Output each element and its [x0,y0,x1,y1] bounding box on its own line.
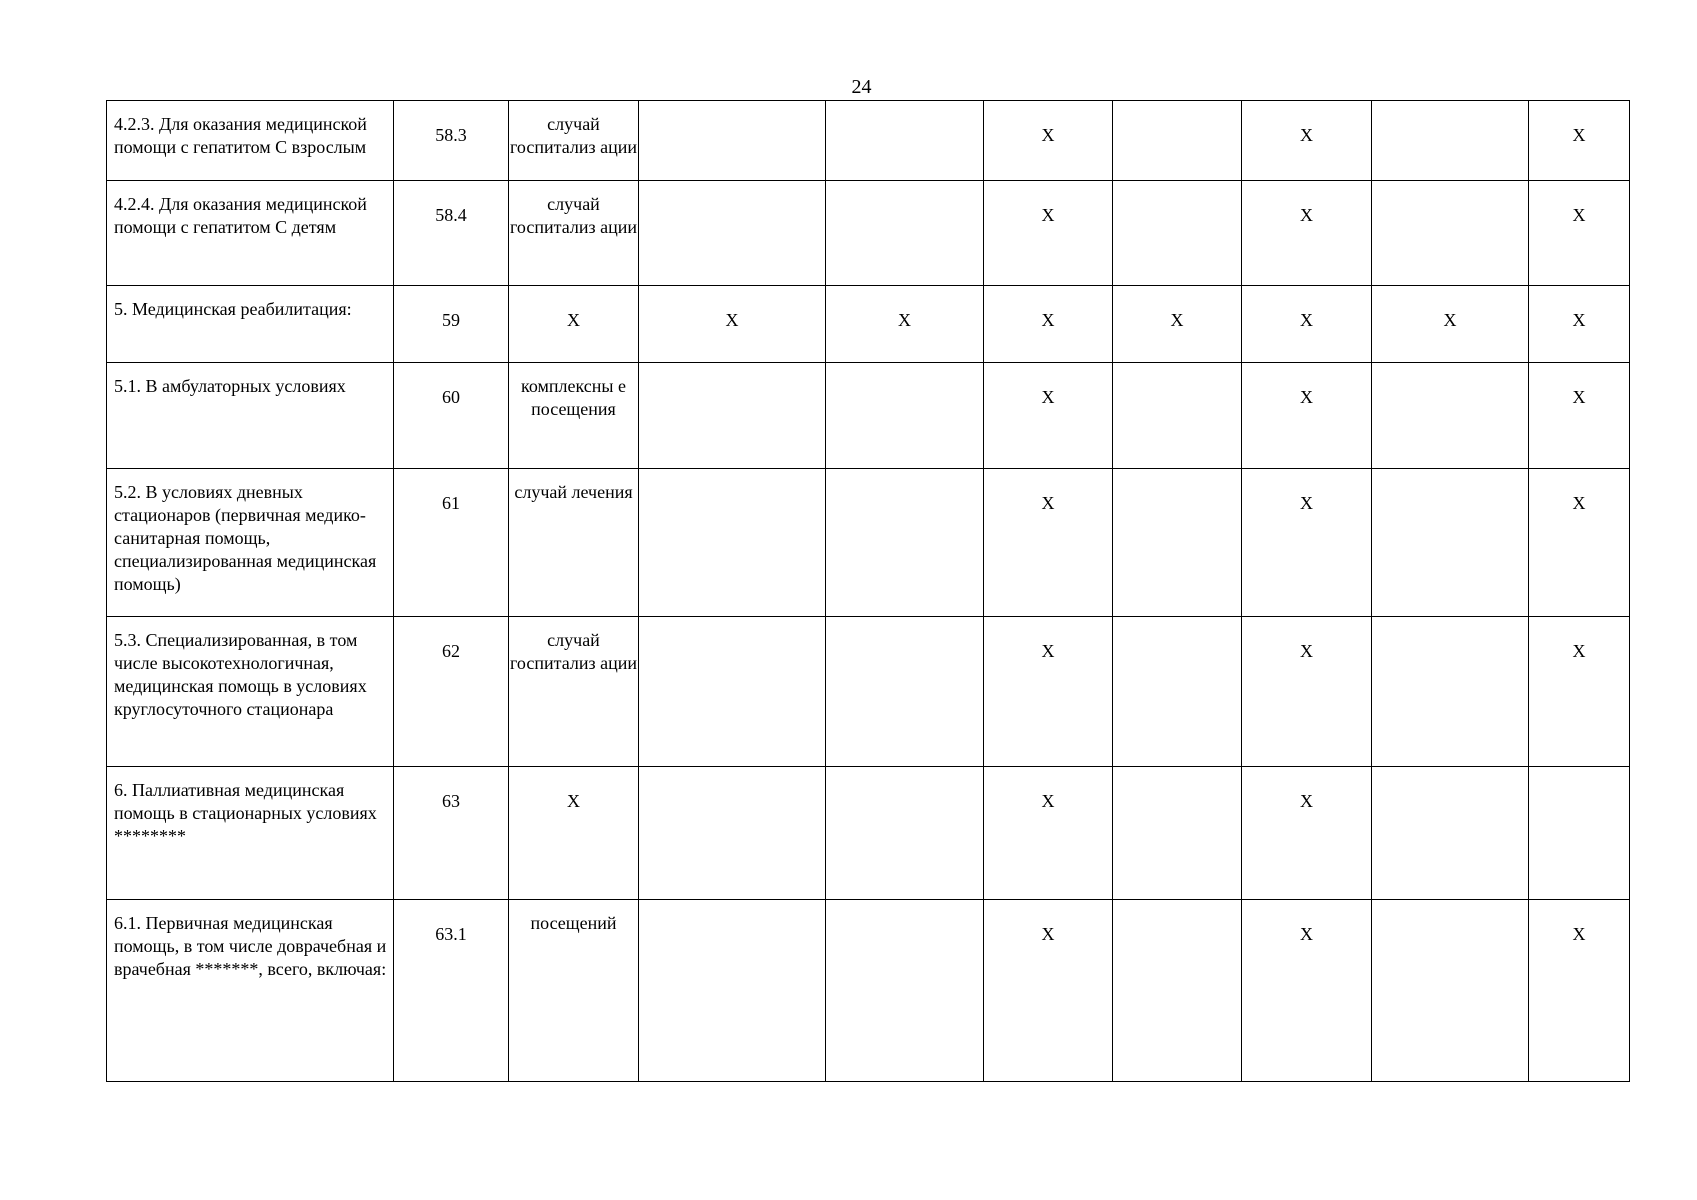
value-cell [826,617,984,767]
value-cell: X [826,286,984,363]
value-cell: X [1242,900,1372,1082]
table-row [107,363,1630,469]
value-cell: X [984,767,1113,900]
row-code-cell: 61 [394,469,509,617]
value-cell: X [1242,181,1372,286]
value-cell [826,363,984,469]
value-cell: X [1529,900,1630,1082]
value-cell [1113,617,1242,767]
value-cell [639,181,826,286]
row-code-cell: 63 [394,767,509,900]
value-cell [826,469,984,617]
value-cell: X [984,101,1113,181]
table-body [107,101,1630,1082]
value-cell [1372,101,1529,181]
value-cell [1113,101,1242,181]
value-cell [1529,767,1630,900]
value-cell: X [1242,469,1372,617]
value-cell [1372,900,1529,1082]
value-cell: X [1529,617,1630,767]
table-row [107,101,1630,181]
value-cell [1113,363,1242,469]
value-cell [826,900,984,1082]
row-name-cell: 5.2. В условиях дневных стационаров (первичная медико-санитарная помощь, специализированная медицинская помощь) [107,469,394,617]
value-cell: X [639,286,826,363]
row-code-cell: 59 [394,286,509,363]
row-code-cell: 58.4 [394,181,509,286]
value-cell [639,900,826,1082]
value-cell [1372,181,1529,286]
value-cell: X [1242,363,1372,469]
row-unit-cell: случай госпитализ ации [509,101,639,181]
value-cell: X [984,617,1113,767]
value-cell [826,767,984,900]
table-row [107,617,1630,767]
row-unit-cell: комплексны е посещения [509,363,639,469]
value-cell [639,617,826,767]
value-cell [639,101,826,181]
value-cell: X [1529,286,1630,363]
row-unit-cell: случай лечения [509,469,639,617]
value-cell [1372,767,1529,900]
row-code-cell: 60 [394,363,509,469]
value-cell [1113,900,1242,1082]
value-cell: X [984,286,1113,363]
row-name-cell: 5.3. Специализированная, в том числе высокотехнологичная, медицинская помощь в условиях круглосуточного стационара [107,617,394,767]
row-name-cell: 4.2.4. Для оказания медицинской помощи с гепатитом С детям [107,181,394,286]
row-code-cell: 62 [394,617,509,767]
row-unit-cell: случай госпитализ ации [509,617,639,767]
row-unit-cell: посещений [509,900,639,1082]
value-cell [1372,469,1529,617]
value-cell: X [1242,617,1372,767]
value-cell: X [1529,469,1630,617]
value-cell: X [1113,286,1242,363]
table-row [107,469,1630,617]
row-unit-cell: X [509,286,639,363]
value-cell: X [1242,286,1372,363]
value-cell [1113,767,1242,900]
row-name-cell: 5. Медицинская реабилитация: [107,286,394,363]
value-cell: X [984,900,1113,1082]
value-cell [1372,363,1529,469]
value-cell: X [984,469,1113,617]
table-row [107,767,1630,900]
table-row [107,286,1630,363]
value-cell [1113,469,1242,617]
value-cell: X [984,181,1113,286]
page-number: 24 [851,76,872,98]
row-name-cell: 6.1. Первичная медицинская помощь, в том числе доврачебная и врачебная *******, всего, включая: [107,900,394,1082]
table-row [107,181,1630,286]
row-unit-cell: случай госпитализ ации [509,181,639,286]
row-name-cell: 4.2.3. Для оказания медицинской помощи с гепатитом С взрослым [107,101,394,181]
value-cell [826,181,984,286]
value-cell: X [1529,101,1630,181]
value-cell [826,101,984,181]
value-cell: X [1529,363,1630,469]
row-unit-cell: X [509,767,639,900]
row-code-cell: 63.1 [394,900,509,1082]
value-cell [1372,617,1529,767]
value-cell [639,363,826,469]
table-row [107,900,1630,1082]
value-cell: X [1529,181,1630,286]
row-code-cell: 58.3 [394,101,509,181]
value-cell: X [1242,767,1372,900]
value-cell: X [984,363,1113,469]
value-cell [1113,181,1242,286]
value-cell: X [1372,286,1529,363]
value-cell [639,767,826,900]
value-cell [639,469,826,617]
data-table [106,100,1630,1082]
row-name-cell: 5.1. В амбулаторных условиях [107,363,394,469]
row-name-cell: 6. Паллиативная медицинская помощь в стационарных условиях ******** [107,767,394,900]
value-cell: X [1242,101,1372,181]
